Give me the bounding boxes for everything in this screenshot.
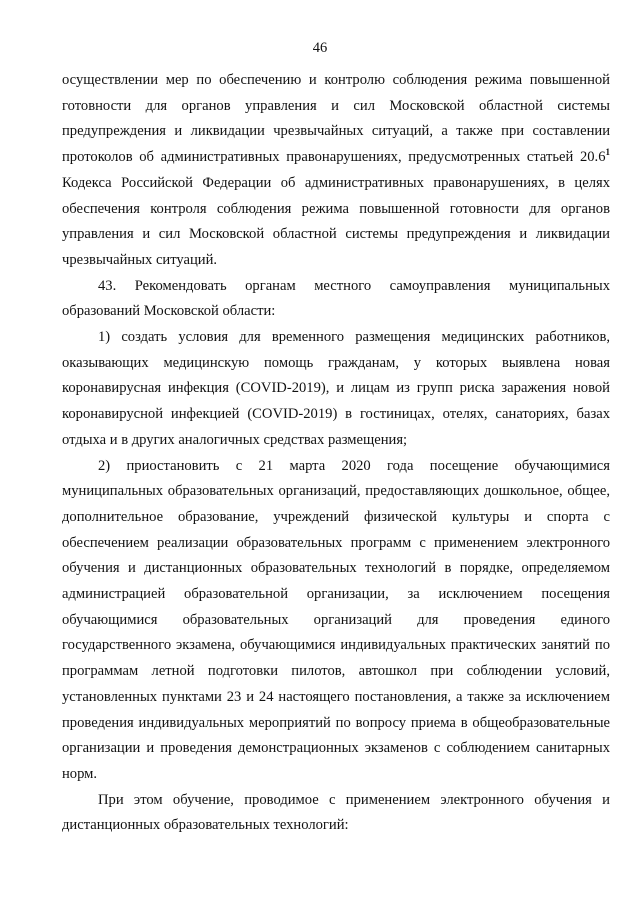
page-number: 46	[312, 40, 328, 56]
paragraph-text: осуществлении мер по обеспечению и контролю соблюдения режима повышенной готовности для органов управления и сил Московской областной системы предупреждения и ликвидации чрезвычайных ситуаций, а также при составлении протоколов об административных правонарушениях, предусмотренных статьей 20.6	[62, 72, 610, 166]
paragraph-subitem-2: 2) приостановить с 21 марта 2020 года посещение обучающимися муниципальных образовательных организаций, предоставляющих дошкольное, общее, дополнительное образование, учреждений физической культуры и спорта с обеспечением реализации образовательных программ с применением электронного обучения и дистанционных образовательных технологий в порядке, определяемом администрацией образовательной организации, за исключением посещения обучающимися образовательных организаций для проведения единого государственного экзамена, обучающимися индивидуальных практических занятий по программам летной подготовки пилотов, автошкол при соблюдении условий, установленных пунктами 23 и 24 настоящего постановления, а также за исключением проведения индивидуальных мероприятий по вопросу приема в общеобразовательные организации и проведения демонстрационных экзаменов с соблюдением санитарных норм.	[62, 457, 610, 782]
paragraph-text-continued: Кодекса Российской Федерации об административных правонарушениях, в целях обеспечения контроля соблюдения режима повышенной готовности для органов управления и сил Московской областной системы предупреждения и ликвидации чрезвычайных ситуаций.	[62, 174, 610, 268]
paragraph-item-43: 43. Рекомендовать органам местного самоуправления муниципальных образований Московской области:	[62, 277, 610, 320]
paragraph-continuation	[62, 68, 610, 274]
document-body	[62, 68, 610, 839]
paragraph-final: При этом обучение, проводимое с применением электронного обучения и дистанционных образовательных технологий:	[62, 791, 610, 834]
superscript-marker: 1	[605, 147, 610, 158]
paragraph-subitem-1: 1) создать условия для временного размещения медицинских работников, оказывающих медицинскую помощь гражданам, у которых выявлена новая коронавирусная инфекция (COVID-2019), и лицам из групп риска заражения новой коронавирусной инфекцией (COVID-2019) в гостиницах, отелях, санаториях, базах отдыха и в других аналогичных средствах размещения;	[62, 329, 610, 448]
